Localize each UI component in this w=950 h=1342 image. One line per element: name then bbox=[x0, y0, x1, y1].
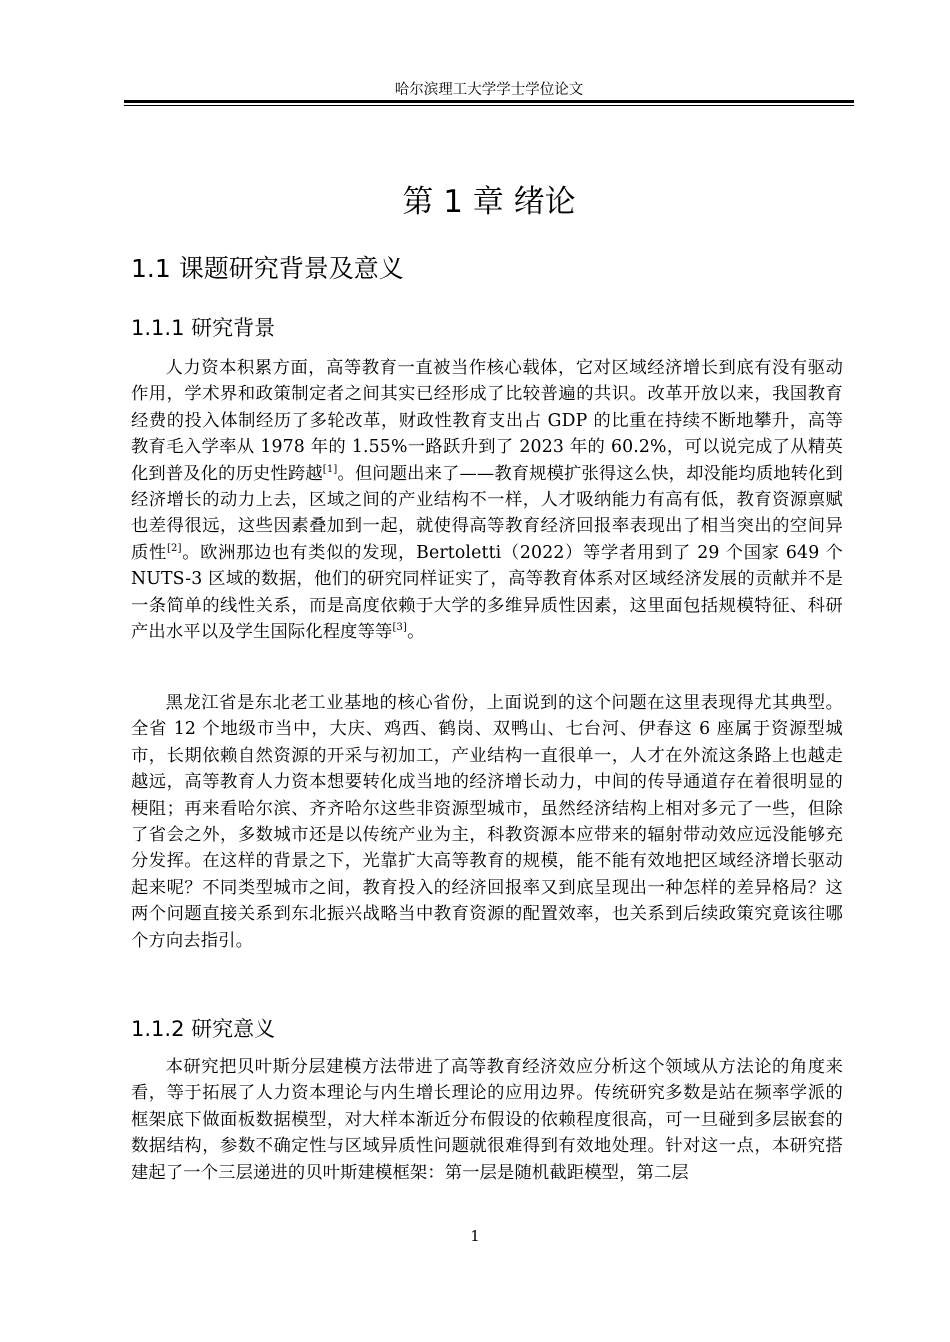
text-run: 人力资本积累方面，高等教育一直被当作核心载体，它对区域经济增长到底有没有驱动作用，学术界和政策制定者之间其实已经形成了比较普遍的共识。改革开放以来，我国教育经费的投入体制经历了多轮改革，财政性教育支出占 GDP 的比重在持续不断地攀升，高等教育毛入学率从 1978 年的 1.55%一路跃升到了 2023 年的 60.2%，可以说完成了从精英化到普及化的历史性跨越 bbox=[131, 358, 843, 484]
citation-ref: [3] bbox=[392, 622, 408, 634]
text-run: 。欧洲那边也有类似的发现，Bertoletti（2022）等学者用到了 29 个国家 649 个 NUTS-3 区域的数据，他们的研究同样证实了，高等教育体系对区域经济发展的贡献并不是一条简单的线性关系，而是高度依赖于大学的多维异质性因素，这里面包括规模特征、科研产出水平以及学生国际化程度等等 bbox=[131, 542, 843, 643]
citation-ref: [2] bbox=[167, 543, 182, 555]
background-paragraph-2: 黑龙江省是东北老工业基地的核心省份，上面说到的这个问题在这里表现得尤其典型。全省 12 个地级市当中，大庆、鸡西、鹤岗、双鸭山、七台河、伊春这 6 座属于资源型城市，长期依赖自然资源的开采与初加工，产业结构一直很单一，人才在外流这条路上也越走越远，高等教育人力资本想要转化成当地的经济增长动力，中间的传导通道存在着很明显的梗阻；再来看哈尔滨、齐齐哈尔这些非资源型城市，虽然经济结构上相对多元了一些，但除了省会之外，多数城市还是以传统产业为主，科教资源本应带来的辐射带动效应远没能够充分发挥。在这样的背景之下，光靠扩大高等教育的规模，能不能有效地把区域经济增长驱动起来呢？不同类型城市之间，教育投入的经济回报率又到底呈现出一种怎样的差异格局？这两个问题直接关系到东北振兴战略当中教育资源的配置效率，也关系到后续政策究竟该往哪个方向去指引。 bbox=[131, 693, 843, 951]
text-run: 。 bbox=[407, 622, 425, 643]
page-number: 1 bbox=[470, 1227, 480, 1245]
citation-ref: [1] bbox=[322, 463, 338, 475]
text-run: 。但问题出来了——教育规模扩张得这么快，却没能均质地转化到经济增长的动力上去，区域之间的产业结构不一样，人才吸纳能力有高有低，教育资源禀赋也差得很远，这些因素叠加到一起，就使得高等教育经济回报率表现出了相当突出的空间异质性 bbox=[131, 463, 843, 563]
section-1-1-2-heading: 1.1.2 研究意义 bbox=[131, 1017, 276, 1041]
header-rule-thin bbox=[124, 105, 854, 106]
background-paragraph-1 bbox=[131, 355, 843, 645]
chapter-title: 第 1 章 绪论 bbox=[402, 183, 576, 220]
running-header: 哈尔滨理工大学学士学位论文 bbox=[394, 82, 584, 98]
header-rule-thick bbox=[124, 100, 854, 103]
section-1-1-1-heading: 1.1.1 研究背景 bbox=[131, 316, 276, 340]
section-1-1-heading: 1.1 课题研究背景及意义 bbox=[131, 254, 404, 283]
significance-paragraph-1: 本研究把贝叶斯分层建模方法带进了高等教育经济效应分析这个领域从方法论的角度来看，等于拓展了人力资本理论与内生增长理论的应用边界。传统研究多数是站在频率学派的框架底下做面板数据模型，对大样本渐近分布假设的依赖程度很高，可一旦碰到多层嵌套的数据结构，参数不确定性与区域异质性问题就很难得到有效地处理。针对这一点，本研究搭建起了一个三层递进的贝叶斯建模框架：第一层是随机截距模型，第二层 bbox=[131, 1057, 843, 1183]
